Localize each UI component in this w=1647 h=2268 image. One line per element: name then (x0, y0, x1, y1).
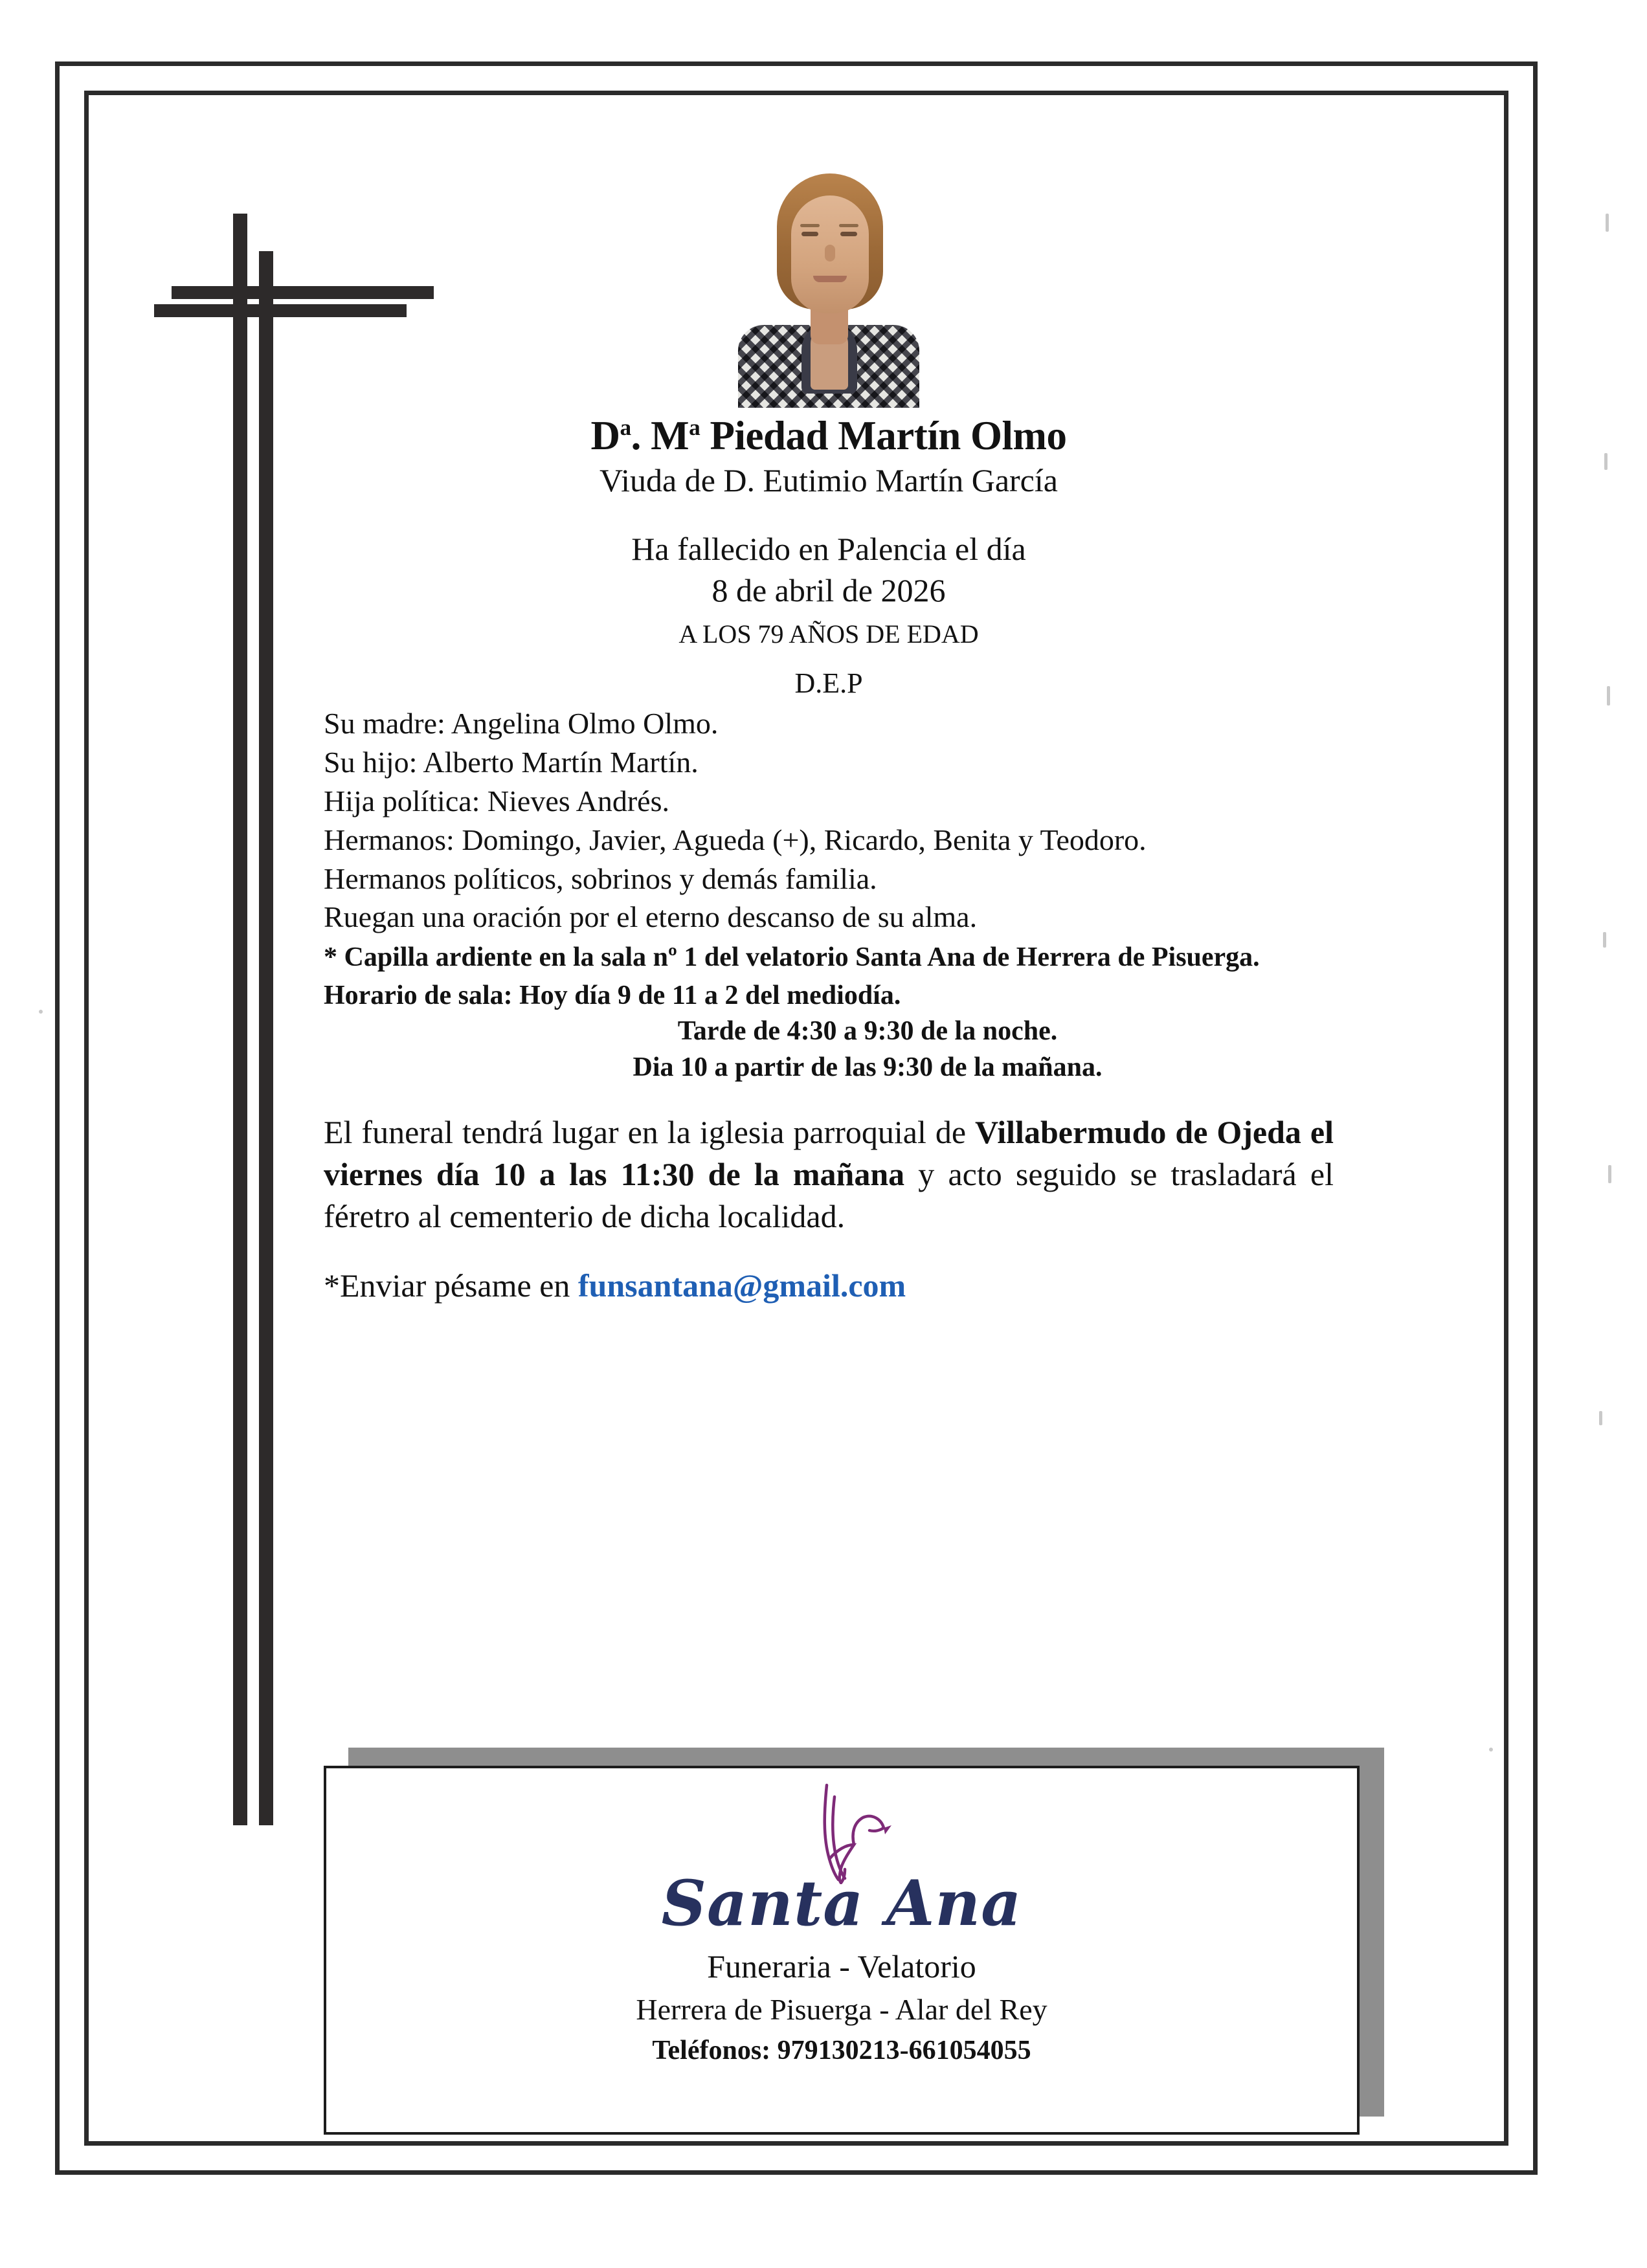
family-line-mother: Su madre: Angelina Olmo Olmo. (324, 707, 719, 740)
spouse-line: Viuda de D. Eutimio Martín García (599, 462, 1058, 499)
scan-speck (1603, 932, 1606, 948)
funeral-home-card (324, 1766, 1360, 2135)
brand-locations: Herrera de Pisuerga - Alar del Rey (636, 1993, 1048, 2026)
rest-in-peace-line: D.E.P (794, 667, 863, 699)
family-line-daughter-in-law: Hija política: Nieves Andrés. (324, 784, 669, 818)
death-date-line: 8 de abril de 2026 (711, 572, 946, 608)
deceased-name: $D^a$. $M^a$ Piedad Martín Olmo (590, 413, 1067, 458)
schedule-afternoon-line: Tarde de 4:30 a 9:30 de la noche. (677, 1016, 1058, 1047)
deceased-photo (732, 162, 926, 408)
condolences-line (324, 1266, 1334, 1305)
photo-eyebrow-left (800, 224, 820, 227)
scan-speck (39, 1010, 43, 1014)
scan-speck (1599, 1411, 1602, 1425)
family-line-siblings: Hermanos: Domingo, Javier, Agueda (+), Ricardo, Benita y Teodoro. (324, 823, 1147, 856)
age-line: A LOS 79 AÑOS DE EDAD (678, 619, 979, 649)
funeral-text-bold: Villabermudo de Ojeda el viernes día 10 a las 11:30 de la mañana (324, 1114, 1334, 1193)
scan-speck (1608, 1165, 1611, 1183)
schedule-day10-line: Dia 10 a partir de las 9:30 de la mañana. (633, 1052, 1103, 1082)
funeral-text-part1: El funeral tendrá lugar en la iglesia parroquial de (324, 1114, 976, 1151)
portrait-container (324, 162, 1334, 408)
photo-eyebrow-right (839, 224, 858, 227)
photo-eye-right (840, 232, 857, 236)
obituary-content (324, 162, 1334, 1305)
schedule-main-line: Horario de sala: Hoy día 9 de 11 a 2 del mediodía. (324, 980, 901, 1010)
funeral-text-part2: y acto seguido se trasladará el féretro al cementerio de dicha localidad. (324, 1156, 1334, 1235)
brand-name: Santa Ana (661, 1867, 1022, 1940)
photo-eye-left (801, 232, 818, 236)
chapel-line: * Capilla ardiente en la sala nº 1 del velatorio Santa Ana de Herrera de Pisuerga. (324, 942, 1260, 973)
scan-speck (1606, 214, 1609, 232)
photo-mouth (813, 276, 847, 282)
brand-services: Funeraria - Velatorio (707, 1948, 976, 1984)
scan-speck (1604, 453, 1608, 470)
family-line-son: Su hijo: Alberto Martín Martín. (324, 746, 699, 779)
condolences-email-link[interactable]: funsantana@gmail.com (577, 1267, 906, 1304)
brand-phones: Teléfonos: 979130213-661054055 (652, 2035, 1031, 2065)
funeral-home-logo-area (324, 1748, 1385, 2136)
family-line-prayer: Ruegan una oración por el eterno descanso de su alma. (324, 900, 978, 934)
cross-vertical-bar-right (259, 251, 273, 1825)
condolences-prefix: *Enviar pésame en (324, 1267, 578, 1304)
photo-nose (825, 245, 835, 261)
scan-speck (1607, 686, 1610, 706)
family-list (324, 704, 1334, 937)
family-line-in-laws: Hermanos políticos, sobrinos y demás familia. (324, 862, 877, 895)
death-place-line: Ha fallecido en Palencia el día (631, 530, 1026, 567)
cross-vertical-bar-left (233, 214, 247, 1825)
funeral-paragraph (324, 1111, 1334, 1238)
